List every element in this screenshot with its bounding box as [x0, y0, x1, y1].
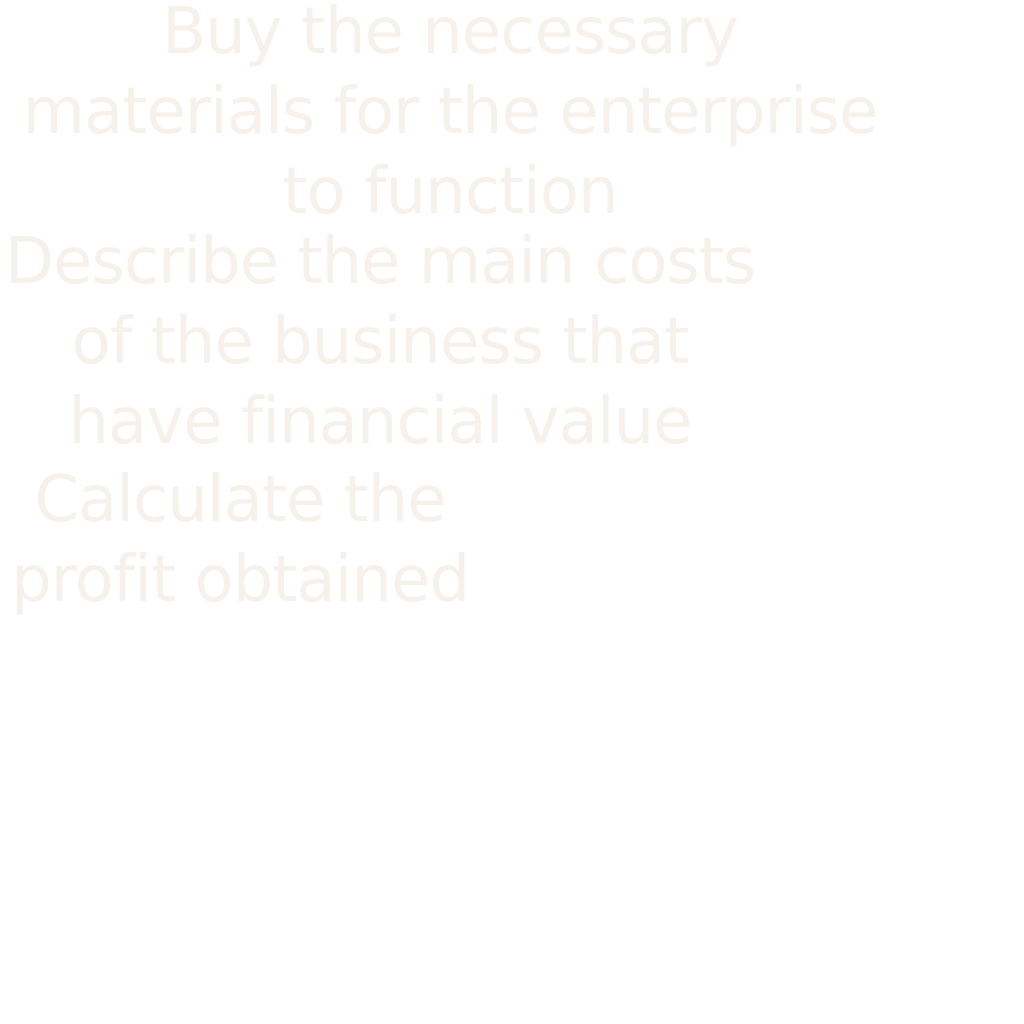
text-card-describe-costs: Describe the main costs of the business that have financial value	[4, 225, 756, 459]
text-card-calculate-profit: Calculate the profit obtained	[11, 463, 469, 617]
text-card-buy-materials: Buy the necessary materials for the enterprise to function	[22, 0, 878, 229]
